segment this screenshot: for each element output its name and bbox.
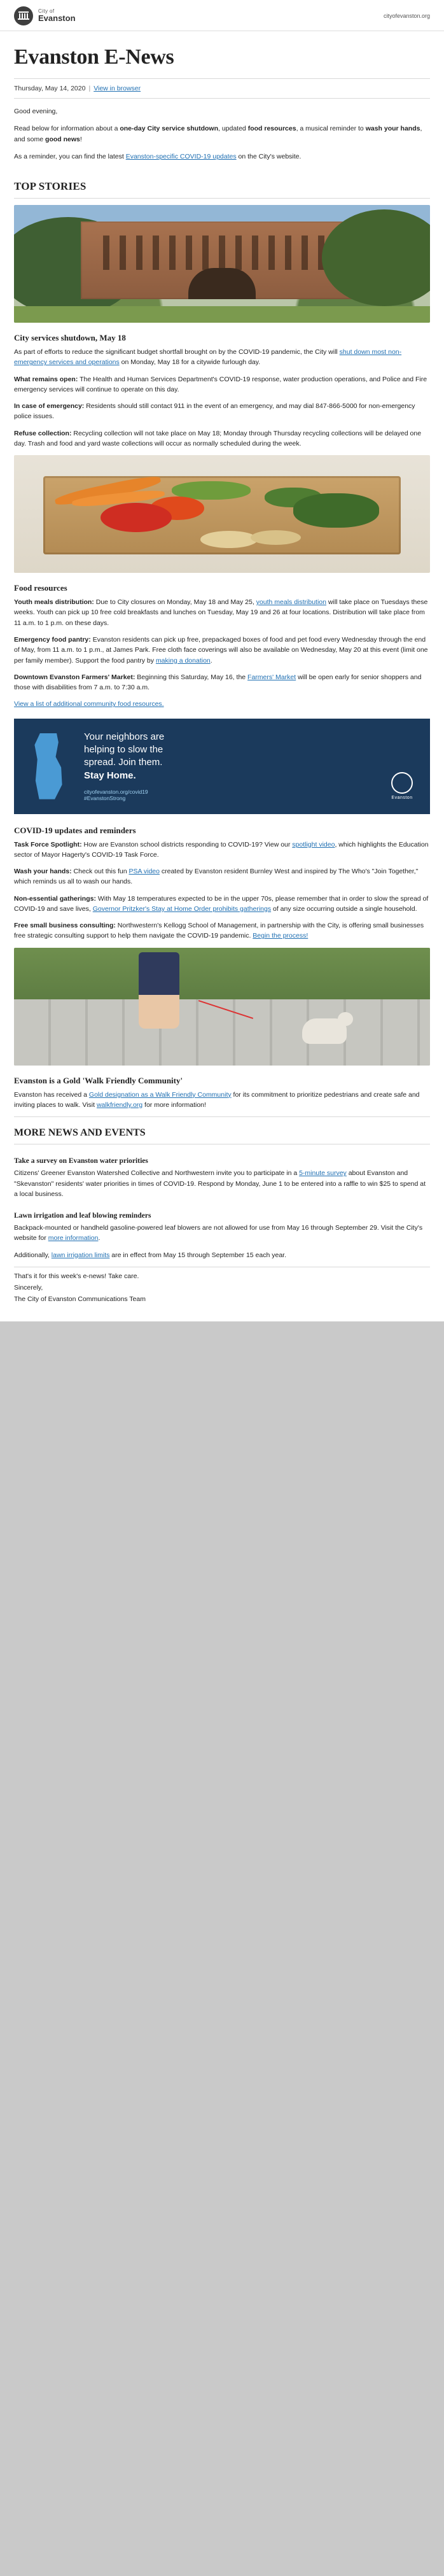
banner-line-2: helping to slow the <box>84 744 163 756</box>
dateline-separator: | <box>88 85 91 92</box>
intro-p1-bold2: food resources <box>247 125 296 133</box>
crate-decor <box>43 476 401 554</box>
dog-decor <box>302 1018 347 1044</box>
site-url-link[interactable]: cityofevanston.org <box>383 13 430 19</box>
shutdown-operations-link[interactable]: shut down most non-emergency services and operations <box>14 348 402 367</box>
banner-seal-icon <box>391 772 413 794</box>
food-resources-heading: Food resources <box>14 583 67 593</box>
shutdown-p2-lead: What remains open: <box>14 375 78 383</box>
psa-video-link[interactable]: PSA video <box>128 868 160 876</box>
covid-p4-lead: Free small business consulting: <box>14 922 116 930</box>
shutdown-heading: City services shutdown, May 18 <box>14 333 126 343</box>
intro-block <box>0 99 444 171</box>
food-p1-lead: Youth meals distribution: <box>14 598 94 607</box>
lawn-decor <box>14 306 430 323</box>
water-survey-heading: Take a survey on Evanston water priorities <box>14 1157 148 1165</box>
banner-stay-home: Stay Home. <box>84 770 136 781</box>
intro-paragraph-2 <box>14 151 430 162</box>
footer-signoff <box>0 1267 444 1322</box>
leaf-blowing-heading: Lawn irrigation and leaf blowing reminders <box>14 1212 151 1220</box>
evanston-location-dot-icon <box>62 759 67 764</box>
leaf-p2 <box>14 1250 430 1260</box>
stay-at-home-order-link[interactable]: Governor Pritzker's Stay at Home Order prohibits gatherings <box>92 904 272 913</box>
library-building-decor <box>81 222 364 299</box>
food-p3-a: Beginning this Saturday, May 16, the <box>135 673 248 681</box>
intro-p1-c: , a musical reminder to <box>296 125 366 133</box>
gold-designation-link[interactable]: Gold designation as a Walk Friendly Community <box>88 1090 232 1099</box>
food-p2-lead: Emergency food pantry: <box>14 635 91 644</box>
brand-text <box>38 9 76 23</box>
sidewalk-decor <box>14 999 430 1066</box>
intro-p1-e: ! <box>80 135 82 143</box>
more-news-heading: MORE NEWS AND EVENTS <box>14 1127 146 1139</box>
banner-text-block <box>71 731 419 801</box>
banner-city-logo <box>385 772 419 800</box>
leaf-p1-b: . <box>98 1234 101 1242</box>
leaf-p1-a: Backpack-mounted or handheld gasoline-powered leaf blowers are not allowed for use from May 16 through September 29. Visit the City's website for <box>14 1224 423 1242</box>
shutdown-p3-text: Residents should still contact 911 in the event of an emergency, and may dial 847-866-5000 for non-emergency police issues. <box>14 402 415 421</box>
covid-updates-body <box>0 840 444 941</box>
water-p1 <box>14 1168 430 1199</box>
intro-p1-bold4: good news <box>45 135 80 143</box>
brand-city-label: City of <box>38 8 55 14</box>
shutdown-p4 <box>14 428 430 449</box>
leaf-p2-a: Additionally, <box>14 1251 52 1259</box>
food-p1-a: Due to City closures on Monday, May 18 and May 25, <box>94 598 256 607</box>
intro-p2-a: As a reminder, you can find the latest <box>14 152 126 160</box>
intro-p1-bold3: wash your hands <box>365 125 420 133</box>
stay-home-banner[interactable] <box>14 719 430 814</box>
library-building-photo <box>14 205 430 323</box>
footer-line-3: The City of Evanston Communications Team <box>14 1295 146 1303</box>
grass-decor <box>14 948 430 1002</box>
top-stories-divider <box>14 198 430 199</box>
covid-p2-lead: Wash your hands: <box>14 868 72 876</box>
walkfriendly-org-link[interactable]: walkfriendly.org <box>96 1101 143 1109</box>
view-in-browser-link[interactable]: View in browser <box>94 85 141 92</box>
shutdown-p1-a: As part of efforts to reduce the significant budget shortfall brought on by the COVID-19 pandemic, the City will <box>14 348 340 356</box>
banner-line-1: Your neighbors are <box>84 731 165 743</box>
walk-friendly-p1 <box>14 1090 430 1111</box>
survey-link[interactable]: 5-minute survey <box>299 1169 347 1178</box>
intro-p1-d: , and some <box>14 125 422 143</box>
leaf-blowing-body <box>0 1223 444 1260</box>
issue-date: Thursday, May 14, 2020 <box>14 85 86 92</box>
dog-walking-photo <box>14 948 430 1066</box>
broccoli-decor <box>293 493 379 528</box>
farmers-market-link[interactable]: Farmers' Market <box>247 673 296 681</box>
covid-p2-a: Check out this fun <box>71 868 129 876</box>
covid-p3-lead: Non-essential gatherings: <box>14 894 96 903</box>
youth-meals-link[interactable]: youth meals distribution <box>256 598 326 607</box>
covid-p2-b: created by Evanston resident Burnley West and inspired by The Who's "Join Together," which reminds us all to wash our hands. <box>14 868 419 886</box>
water-survey-body <box>0 1168 444 1199</box>
food-p3 <box>14 672 430 693</box>
covid-p1 <box>14 840 430 861</box>
walk-p1-c: for more information! <box>142 1101 206 1109</box>
shutdown-p3-lead: In case of emergency: <box>14 402 85 411</box>
banner-hashtag: #EvanstonStrong <box>84 794 126 801</box>
covid-p3-b: of any size occurring outside a single household. <box>271 904 417 913</box>
covid-p1-lead: Task Force Spotlight: <box>14 840 82 848</box>
covid-p4 <box>14 920 430 941</box>
food-p3-lead: Downtown Evanston Farmers' Market: <box>14 673 135 681</box>
begin-process-link[interactable]: Begin the process! <box>253 932 309 940</box>
food-p1-b: will take place on Tuesdays these weeks. Youth can pick up 10 free cold breakfasts and lunches on Tuesday, May 19 and 26 at four locations. Distribution will take place from 11 a.m. to 1 p.m. on these days. <box>14 598 428 627</box>
covid-p3-a: With May 18 temperatures expected to be in the upper 70s, please remember that in order to slow the spread of COVID-19 and save lives, <box>14 894 429 913</box>
dateline <box>0 79 444 98</box>
leaf-p1 <box>14 1223 430 1244</box>
water-p1-b: about Evanston and "Skevanston" residents' water priorities in times of COVID-19. Respond by Monday, June 1 to be entered into a raffle to win $25 to spend at a local business. <box>14 1169 426 1198</box>
shutdown-body <box>0 347 444 449</box>
footer-line-2: Sincerely, <box>14 1283 43 1292</box>
shutdown-p4-lead: Refuse collection: <box>14 429 72 437</box>
intro-p2-b: on the City's website. <box>236 152 302 160</box>
covid-p2 <box>14 866 430 887</box>
food-resources-body <box>0 597 444 709</box>
intro-paragraph-1 <box>14 123 430 144</box>
city-seal-icon <box>14 6 33 25</box>
food-p4 <box>14 699 430 709</box>
walk-p1-b: for its commitment to prioritize pedestrians and create safe and inviting places to walk. Visit <box>14 1090 420 1109</box>
pepper-decor <box>101 503 172 532</box>
banner-logo-label: Evanston <box>391 795 413 800</box>
intro-p1-bold1: one-day City service shutdown <box>120 125 218 133</box>
vegetable-crate-photo <box>14 455 430 573</box>
walk-p1-a: Evanston has received a <box>14 1090 89 1099</box>
food-p2-a: Evanston residents can pick up free, prepackaged boxes of food and pet food every Wednesday through the end of May, from 11 a.m. to 1 p.m., at James Park. Free cloth face coverings will also be available on Wednesday, May 20 at this event (limit one per family member). Support the food pantry by <box>14 635 428 665</box>
covid-p1-a: How are Evanston school districts responding to COVID-19? View our <box>81 840 293 848</box>
banner-line-3: spread. Join them. <box>84 756 163 768</box>
covid-p4-a: Northwestern's Kellogg School of Management, in partnership with the City, is offering small businesses free strategic consulting support to help them navigate the COVID-19 pandemic. <box>14 922 424 940</box>
shutdown-p2 <box>14 374 430 395</box>
city-brand[interactable] <box>14 6 76 25</box>
covid-updates-link[interactable]: Evanston-specific COVID-19 updates <box>125 152 237 160</box>
brand-city-name: Evanston <box>38 13 76 24</box>
email-header-bar <box>0 0 444 31</box>
covid-p1-b: , which highlights the Education sector of Mayor Hagerty's COVID-19 Task Force. <box>14 840 429 859</box>
illinois-map-icon <box>25 733 71 799</box>
food-p2-b: . <box>210 656 212 665</box>
food-p1 <box>14 597 430 628</box>
additional-food-resources-link[interactable]: View a list of additional community food resources. <box>14 700 164 708</box>
shutdown-p2-text: The Health and Human Services Department's COVID-19 response, water production operations, and Police and Fire emergency services will continue to operate on this day. <box>14 375 427 393</box>
walk-friendly-body <box>0 1090 444 1111</box>
onion-decor-2 <box>251 530 301 545</box>
water-p1-a: Citizens' Greener Evanston Watershed Collective and Northwestern invite you to participate in a <box>14 1169 300 1178</box>
walker-legs-decor <box>139 952 179 1029</box>
shutdown-p1-b: on Monday, May 18 for a citywide furlough day. <box>119 358 261 367</box>
banner-url[interactable]: cityofevanston.org/covid19 <box>84 788 148 795</box>
shutdown-p3 <box>14 401 430 422</box>
intro-p1-a: Read below for information about a <box>14 125 120 133</box>
footer-line-1: That's it for this week's e-news! Take care. <box>14 1272 139 1280</box>
greeting-text: Good evening, <box>14 108 58 115</box>
newsletter-title: Evanston E-News <box>14 45 174 69</box>
food-p2 <box>14 635 430 666</box>
intro-p1-b: , updated <box>218 125 248 133</box>
leaf-more-info-link[interactable]: more information <box>48 1234 99 1242</box>
top-stories-heading: TOP STORIES <box>14 180 87 193</box>
food-p3-b: will be open early for senior shoppers and those with disabilities from 7 a.m. to 7:30 a.m. <box>14 673 422 692</box>
walk-friendly-heading: Evanston is a Gold 'Walk Friendly Community' <box>14 1075 183 1085</box>
lawn-irrigation-link[interactable]: lawn irrigation limits <box>51 1251 110 1259</box>
spotlight-video-link[interactable]: spotlight video <box>292 840 335 848</box>
covid-p3 <box>14 894 430 915</box>
leaf-p2-b: are in effect from May 15 through September 15 each year. <box>109 1251 287 1259</box>
covid-updates-heading: COVID-19 updates and reminders <box>14 825 136 835</box>
shutdown-p4-text: Recycling collection will not take place on May 18; Monday through Thursday recycling collections will be delayed one day. Trash and food and yard waste collections will occur as normally scheduled during the week. <box>14 429 422 447</box>
onion-decor <box>200 531 258 548</box>
shutdown-p1 <box>14 347 430 368</box>
donation-link[interactable]: making a donation <box>155 656 211 665</box>
